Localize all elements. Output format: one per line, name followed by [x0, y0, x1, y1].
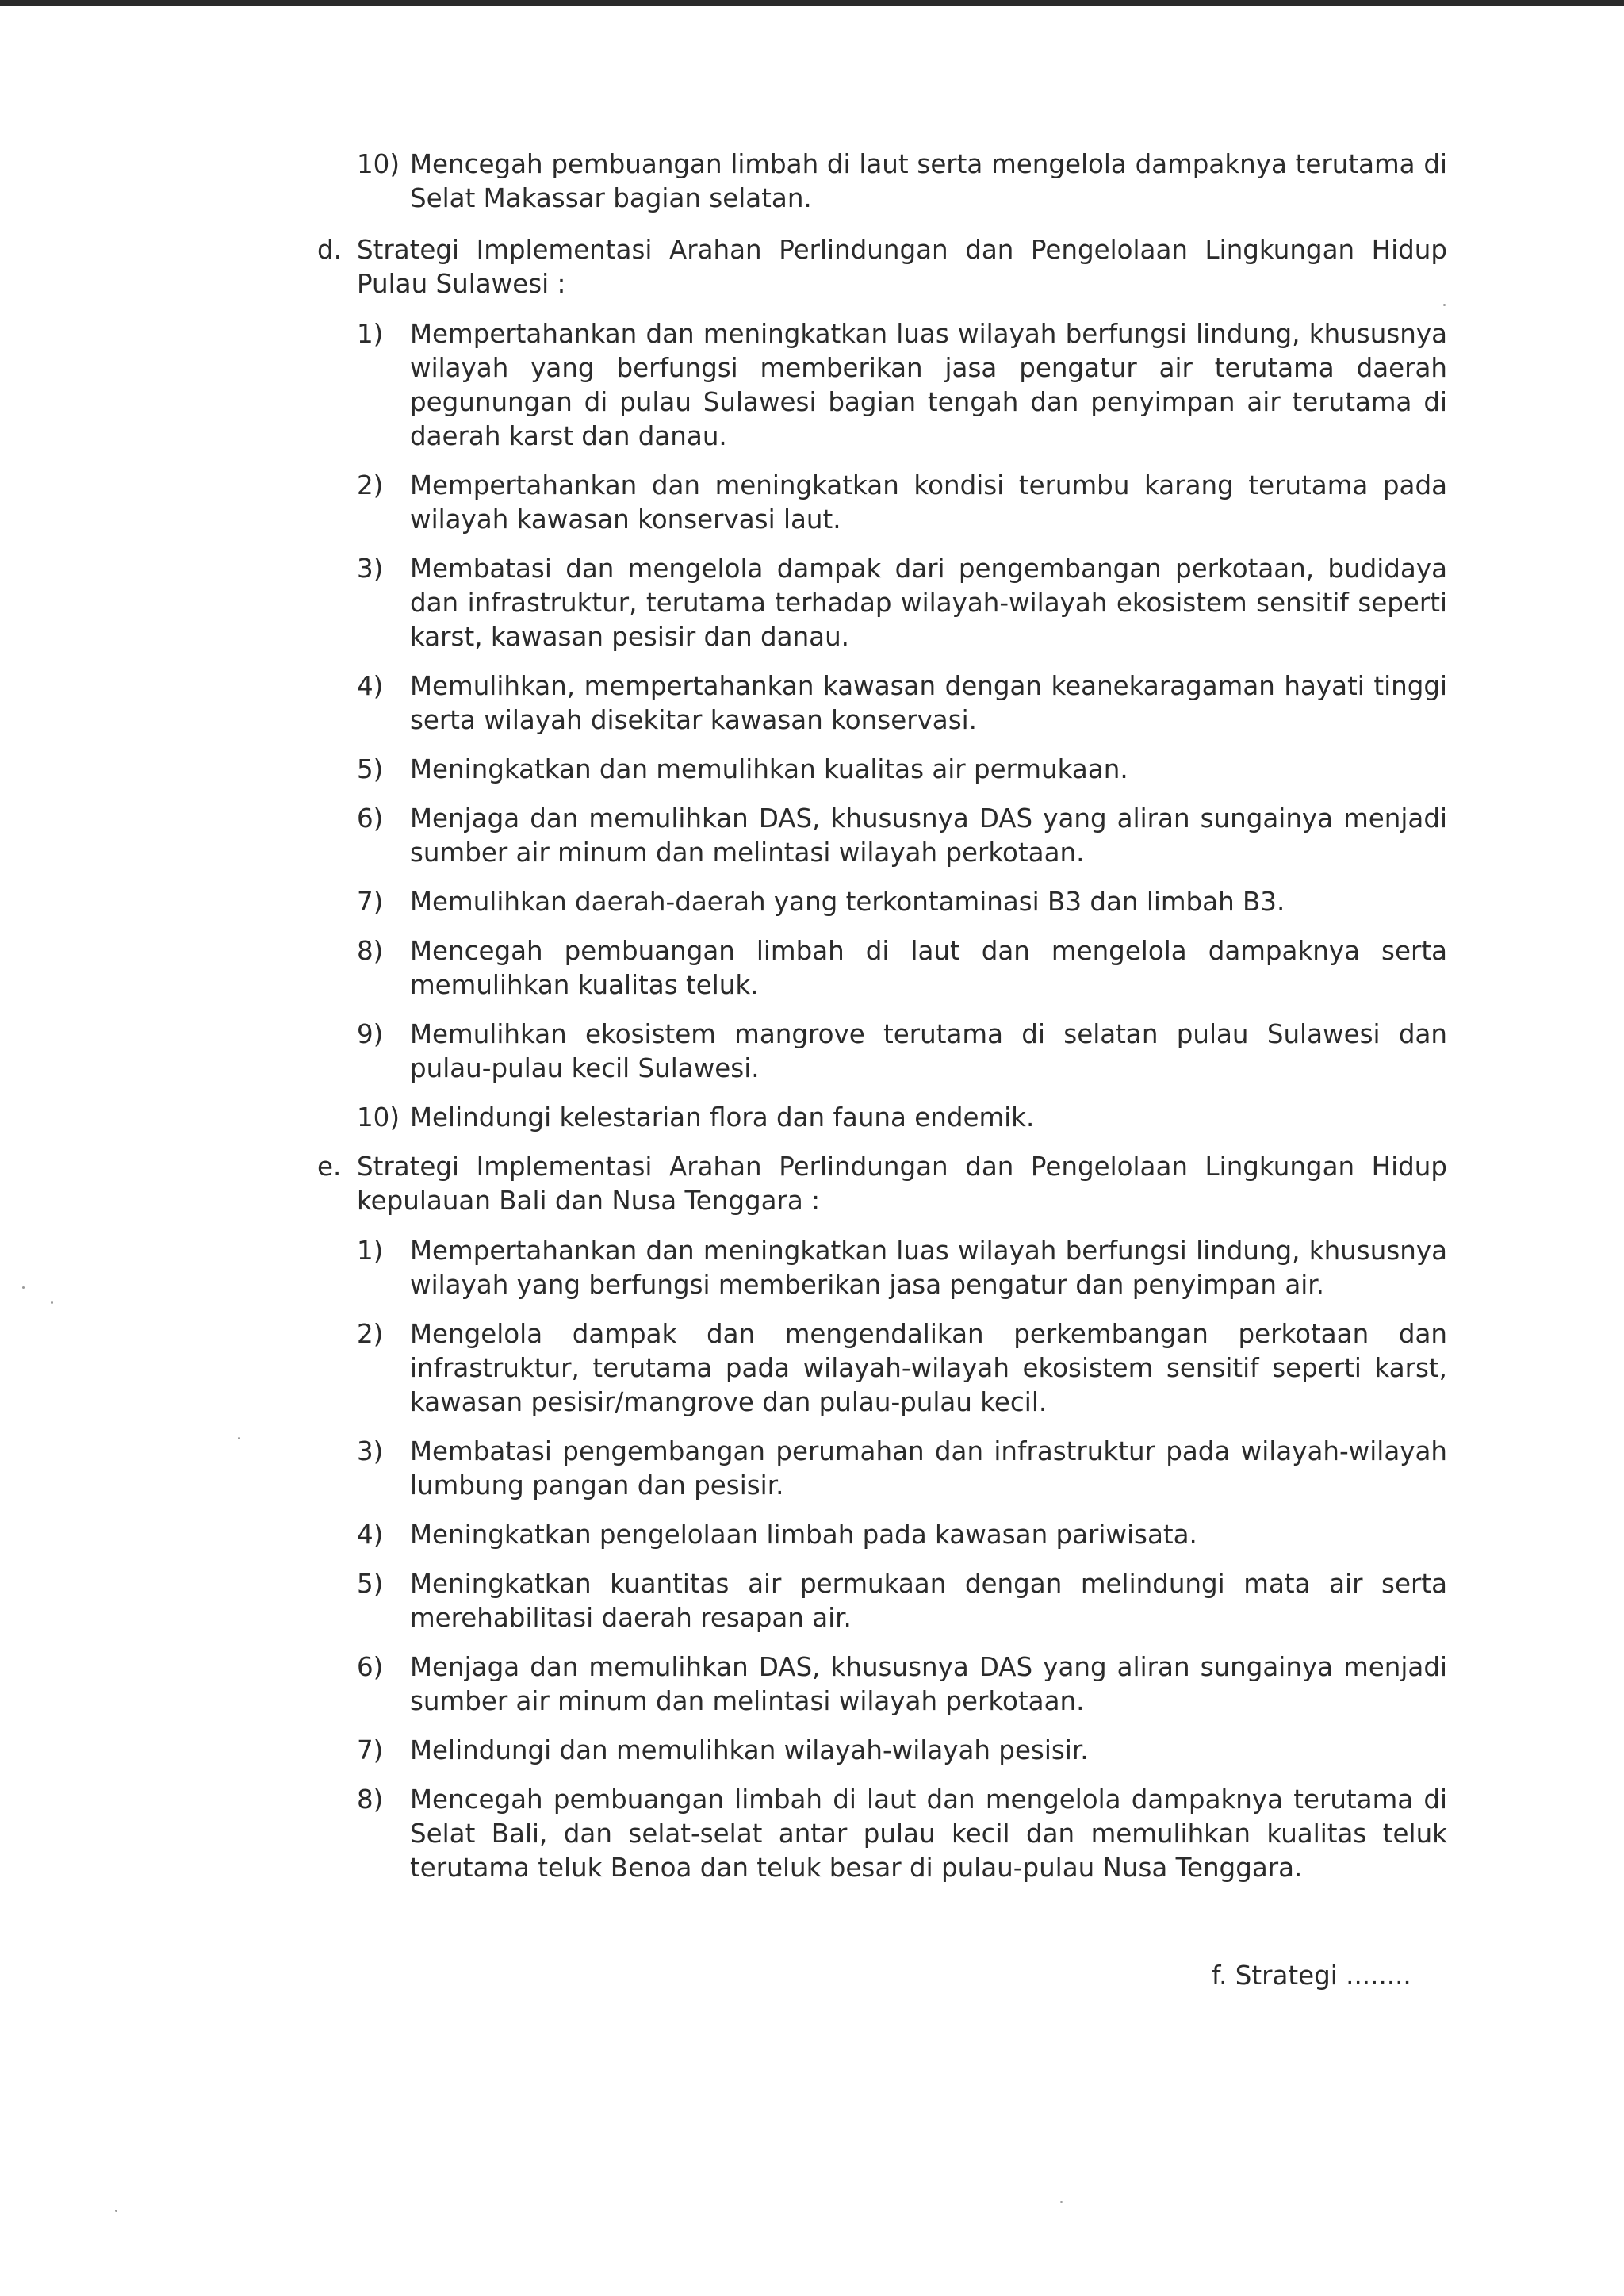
item-number: 7) [357, 887, 384, 917]
item-number: 7) [357, 1735, 384, 1765]
section-d-heading [317, 233, 1447, 301]
section-d [317, 233, 1447, 1150]
item-number: 6) [357, 1652, 384, 1682]
item-text: Mempertahankan dan meningkatkan luas wilayah berfungsi lindung, khususnya wilayah yang berfungsi memberikan jasa pengatur dan penyimpan air. [410, 1236, 1447, 1300]
item-text: Mempertahankan dan meningkatkan kondisi terumbu karang terutama pada wilayah kawasan konservasi laut. [410, 470, 1447, 535]
item-text: Mempertahankan dan meningkatkan luas wilayah berfungsi lindung, khususnya wilayah yang berfungsi memberikan jasa pengatur air terutama daerah pegunungan di pulau Sulawesi bagian tengah dan penyimpan air terutama di daerah karst dan danau. [410, 319, 1447, 451]
item-text: Memulihkan ekosistem mangrove terutama di selatan pulau Sulawesi dan pulau-pulau kecil Sulawesi. [410, 1019, 1447, 1083]
item-text: Menjaga dan memulihkan DAS, khususnya DAS yang aliran sungainya menjadi sumber air minum dan melintasi wilayah perkotaan. [410, 803, 1447, 868]
item-text: Memulihkan daerah-daerah yang terkontaminasi B3 dan limbah B3. [410, 887, 1285, 917]
section-e-items [357, 1234, 1447, 1885]
list-item [357, 1567, 1447, 1635]
item-number: 10) [357, 1102, 400, 1133]
section-e [317, 1150, 1447, 1900]
item-text: Membatasi pengembangan perumahan dan infrastruktur pada wilayah-wilayah lumbung pangan dan pesisir. [410, 1436, 1447, 1501]
item-text: Meningkatkan kuantitas air permukaan dengan melindungi mata air serta merehabilitasi daerah resapan air. [410, 1569, 1447, 1633]
item-number: 2) [357, 1319, 384, 1349]
item-number: 4) [357, 671, 384, 701]
item-number: 8) [357, 1784, 384, 1815]
list-item [357, 669, 1447, 738]
scan-speck [51, 1301, 53, 1304]
list-item [357, 1101, 1447, 1135]
item-number: 4) [357, 1520, 384, 1550]
list-item [357, 1650, 1447, 1719]
item-text: Menjaga dan memulihkan DAS, khususnya DAS yang aliran sungainya menjadi sumber air minum dan melintasi wilayah perkotaan. [410, 1652, 1447, 1716]
section-letter: e. [317, 1152, 342, 1182]
scan-speck [238, 1437, 240, 1439]
list-item [357, 1435, 1447, 1503]
scan-speck [115, 2210, 117, 2212]
item-text: Meningkatkan pengelolaan limbah pada kawasan pariwisata. [410, 1520, 1197, 1550]
list-item [357, 802, 1447, 870]
list-item [357, 552, 1447, 654]
item-number: 10) [357, 149, 400, 179]
list-item [357, 1783, 1447, 1885]
list-item [357, 469, 1447, 537]
item-number: 9) [357, 1019, 384, 1049]
list-item [357, 1518, 1447, 1552]
list-item [357, 1734, 1447, 1768]
scan-speck [1060, 2201, 1063, 2203]
item-text: Mencegah pembuangan limbah di laut dan mengelola dampaknya serta memulihkan kualitas teluk. [410, 936, 1447, 1000]
item-number: 8) [357, 936, 384, 966]
item-number: 5) [357, 754, 384, 784]
list-item [357, 753, 1447, 787]
list-item-continued-10 [357, 148, 1447, 216]
scan-speck [1443, 304, 1446, 306]
item-text: Mencegah pembuangan limbah di laut dan mengelola dampaknya terutama di Selat Bali, dan selat-selat antar pulau kecil dan memulihkan kualitas teluk terutama teluk Benoa dan teluk besar di pulau-pulau Nusa Tenggara. [410, 1784, 1447, 1883]
list-item [357, 885, 1447, 919]
item-text: Meningkatkan dan memulihkan kualitas air permukaan. [410, 754, 1128, 784]
item-text: Memulihkan, mempertahankan kawasan dengan keanekaragaman hayati tinggi serta wilayah disekitar kawasan konservasi. [410, 671, 1447, 735]
item-text: Mengelola dampak dan mengendalikan perkembangan perkotaan dan infrastruktur, terutama pada wilayah-wilayah ekosistem sensitif seperti karst, kawasan pesisir/mangrove dan pulau-pulau kecil. [410, 1319, 1447, 1417]
list-item [357, 1018, 1447, 1086]
item-number: 3) [357, 554, 384, 584]
section-e-heading [317, 1150, 1447, 1218]
list-item [357, 934, 1447, 1002]
list-item [357, 1234, 1447, 1302]
list-item [357, 317, 1447, 454]
item-text: Membatasi dan mengelola dampak dari pengembangan perkotaan, budidaya dan infrastruktur, terutama terhadap wilayah-wilayah ekosistem sensitif seperti karst, kawasan pesisir dan danau. [410, 554, 1447, 652]
item-number: 6) [357, 803, 384, 834]
section-d-items [357, 317, 1447, 1135]
item-number: 3) [357, 1436, 384, 1466]
list-item [357, 1317, 1447, 1420]
item-number: 1) [357, 319, 384, 349]
section-title: Strategi Implementasi Arahan Perlindungan dan Pengelolaan Lingkungan Hidup kepulauan Bali dan Nusa Tenggara : [357, 1152, 1447, 1216]
item-text: Mencegah pembuangan limbah di laut serta mengelola dampaknya terutama di Selat Makassar bagian selatan. [410, 149, 1447, 213]
next-page-catchword: f. Strategi ........ [1212, 1961, 1411, 1991]
item-text: Melindungi kelestarian flora dan fauna endemik. [410, 1102, 1035, 1133]
item-number: 5) [357, 1569, 384, 1599]
scan-speck [22, 1286, 25, 1289]
section-title: Strategi Implementasi Arahan Perlindungan dan Pengelolaan Lingkungan Hidup Pulau Sulawesi : [357, 235, 1447, 299]
item-number: 2) [357, 470, 384, 500]
item-text: Melindungi dan memulihkan wilayah-wilayah pesisir. [410, 1735, 1089, 1765]
section-letter: d. [317, 235, 342, 265]
item-number: 1) [357, 1236, 384, 1266]
